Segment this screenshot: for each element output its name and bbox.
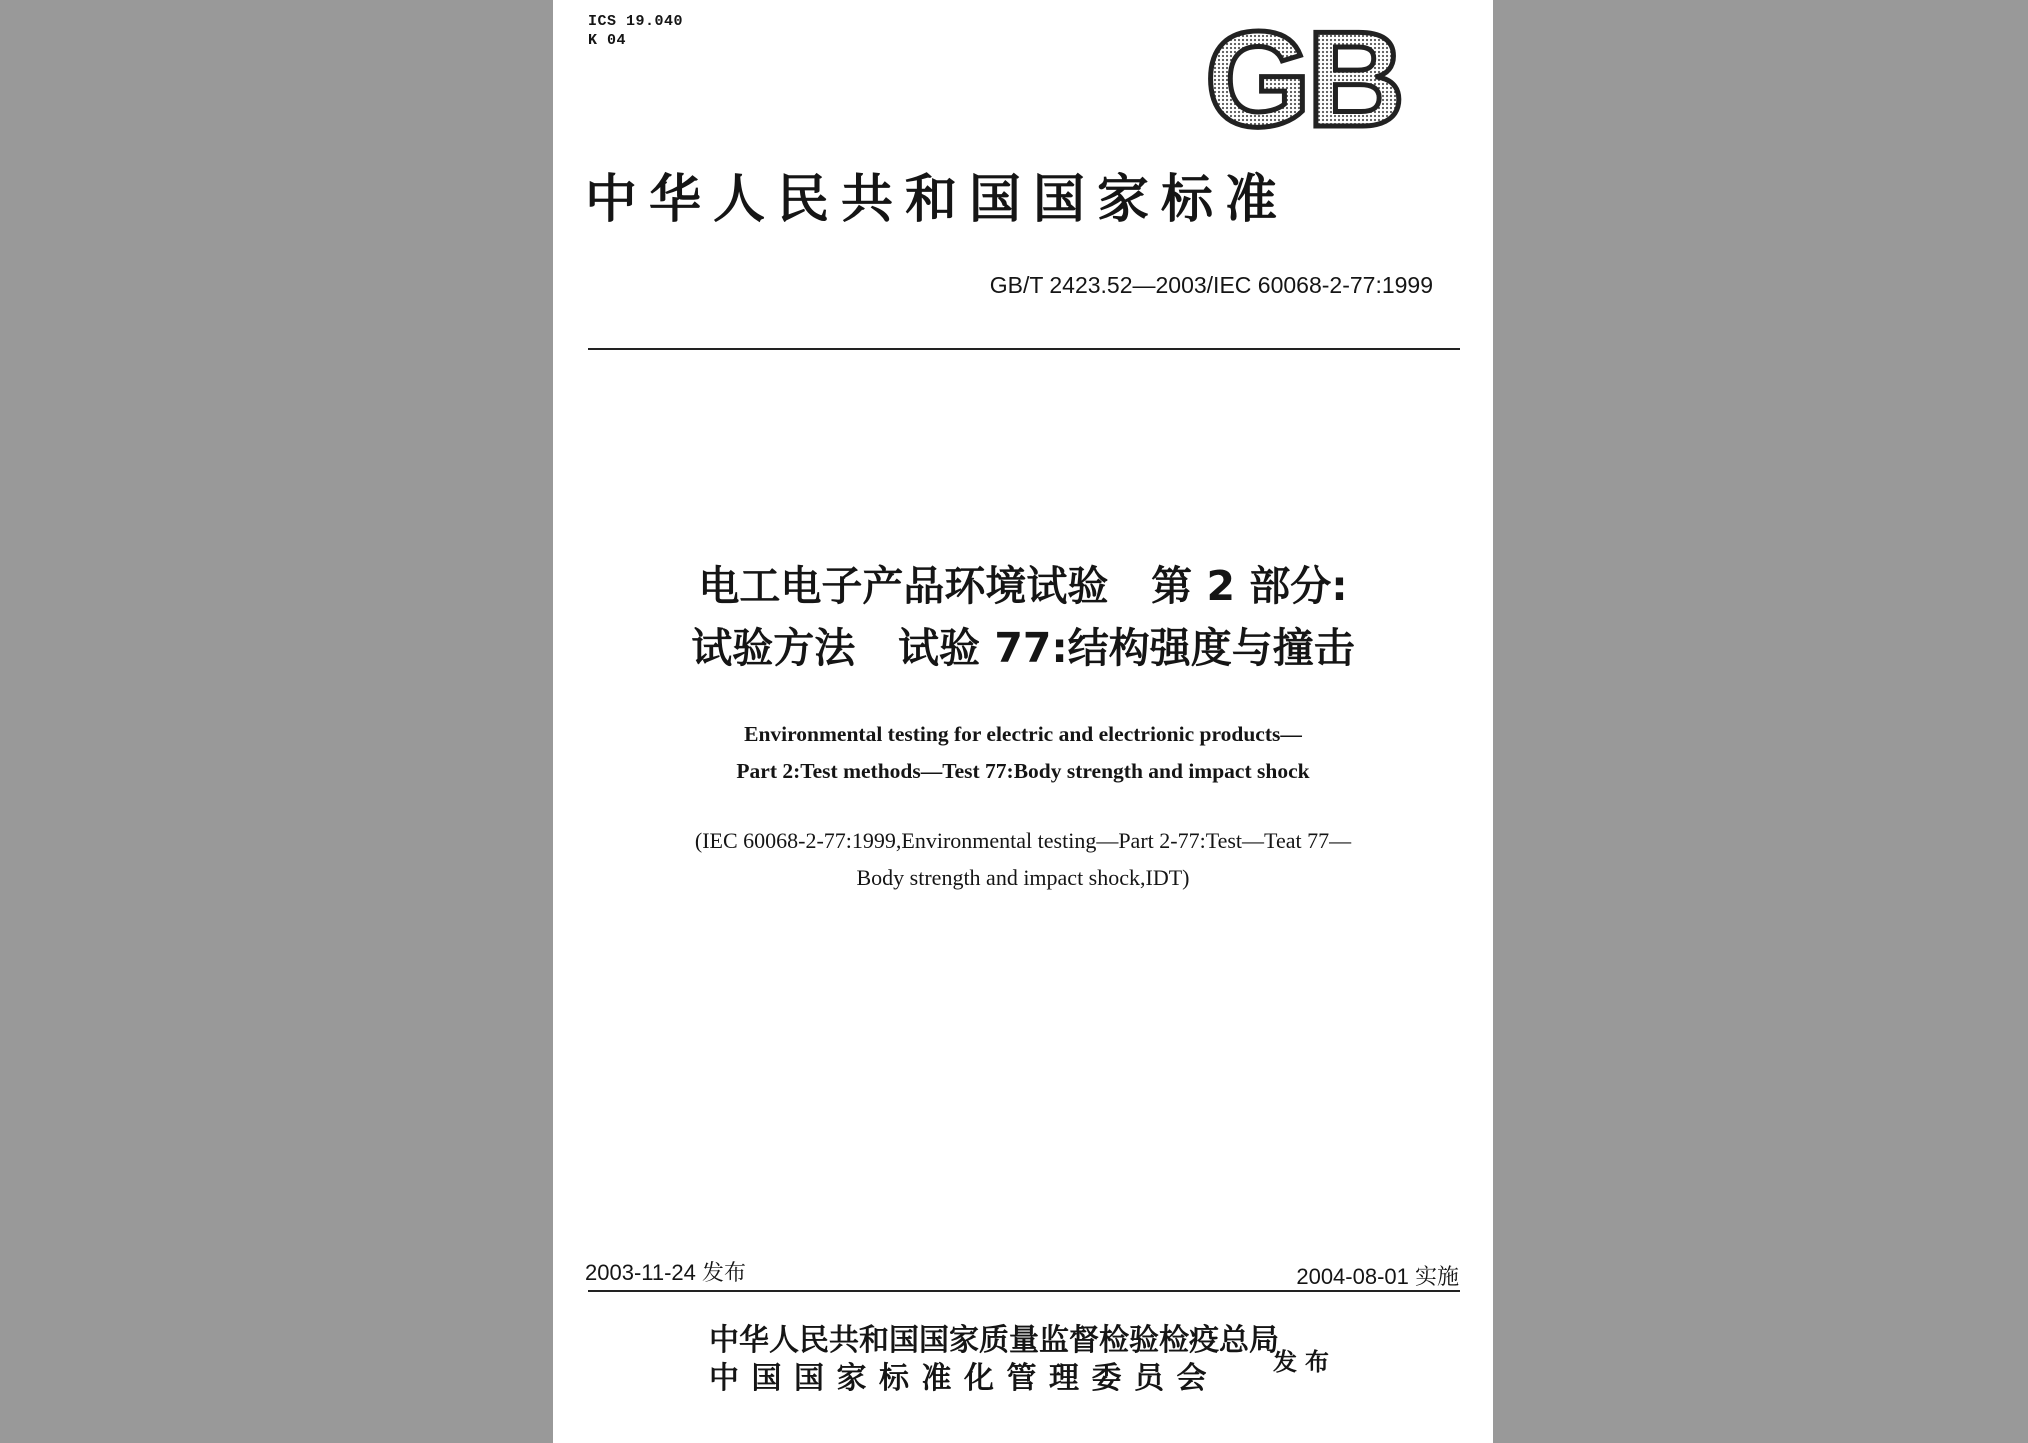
header-divider [588, 348, 1460, 350]
implementation-date: 2004-08-01 实施 [1296, 1264, 1459, 1289]
iec-reference-line2: Body strength and impact shock,IDT) [856, 865, 1190, 890]
english-title [553, 716, 1493, 790]
chinese-title-line2: 试验方法 试验 77:结构强度与撞击 [691, 624, 1355, 672]
issuing-authorities [709, 1322, 1279, 1398]
english-title-line1: Environmental testing for electric and electrionic products— [744, 722, 1302, 746]
chinese-title [553, 555, 1493, 679]
english-title-line2: Part 2:Test methods—Test 77:Body strength and impact shock [736, 759, 1310, 783]
ccs-code: K 04 [588, 32, 627, 49]
publish-label: 发布 [1273, 1347, 1337, 1376]
issuer-aqsiq: 中华人民共和国国家质量监督检验检疫总局 [709, 1323, 1279, 1358]
gb-logo [1193, 22, 1413, 142]
document-page [553, 0, 1493, 1443]
ics-code: ICS 19.040 [588, 13, 684, 30]
gb-logo-text: GB [1205, 22, 1401, 142]
national-standard-heading: 中华人民共和国国家标准 [585, 169, 1290, 230]
chinese-title-line1: 电工电子产品环境试验 第 2 部分: [698, 562, 1348, 610]
issue-date: 2003-11-24 发布 [585, 1260, 747, 1285]
issuer-sac: 中国国家标准化管理委员会 [709, 1361, 1219, 1396]
iec-reference-line1: (IEC 60068-2-77:1999,Environmental testing—Part 2-77:Test—Teat 77— [694, 828, 1352, 853]
standard-number: GB/T 2423.52—2003/IEC 60068-2-77:1999 [989, 272, 1433, 298]
classification-codes [588, 12, 683, 50]
iec-reference [553, 822, 1493, 896]
footer-divider [588, 1290, 1460, 1292]
